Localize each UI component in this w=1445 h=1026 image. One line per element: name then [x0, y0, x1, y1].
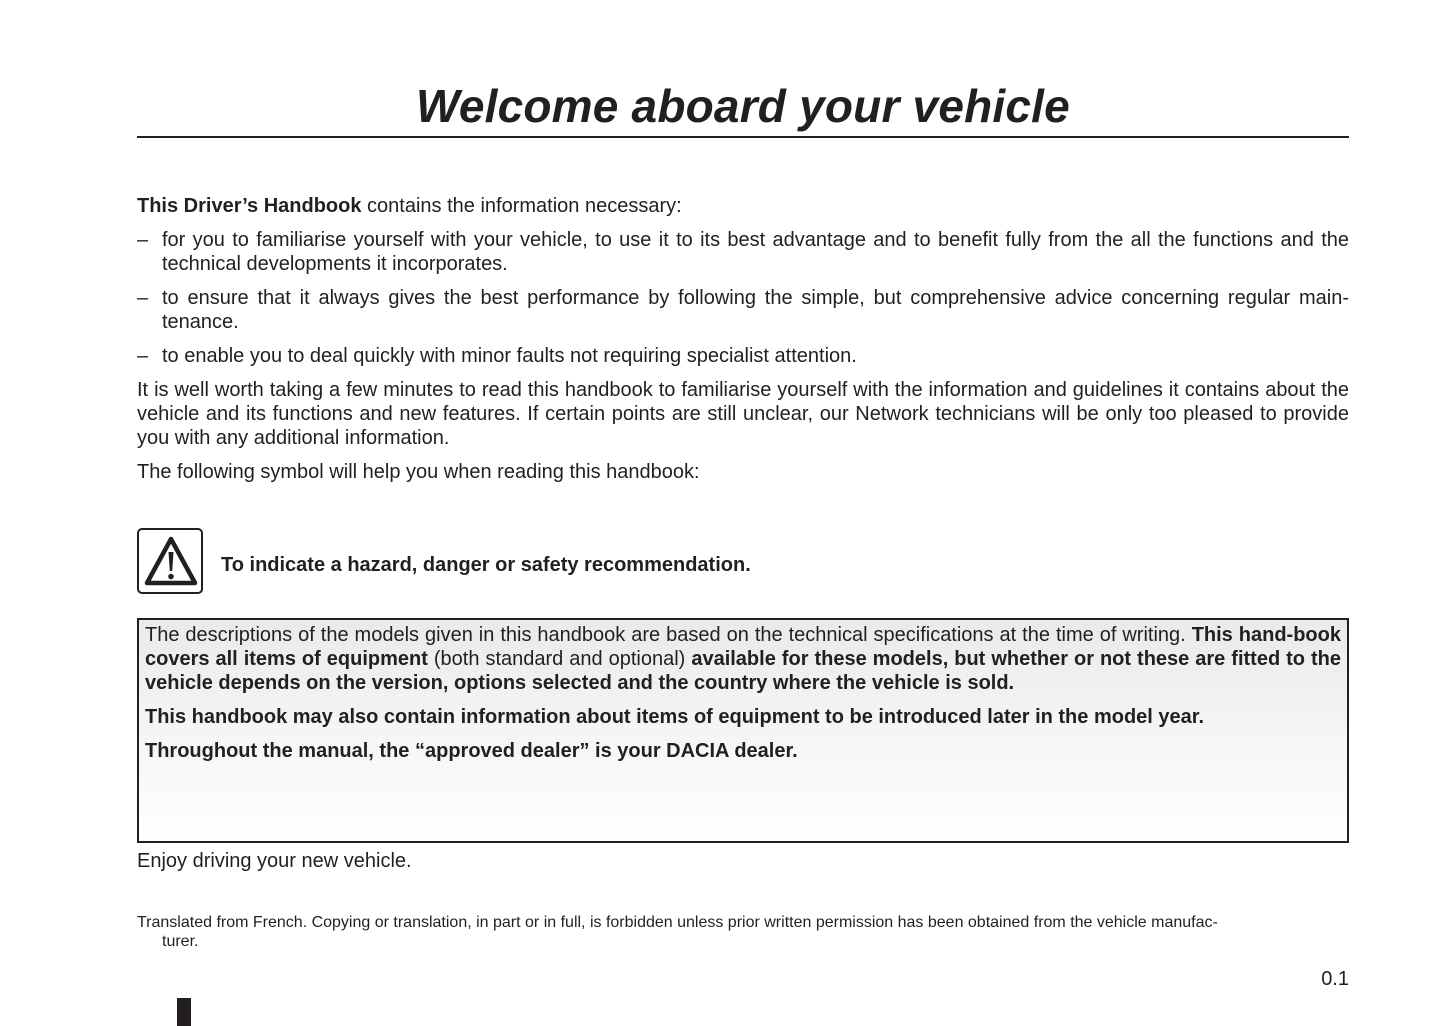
closing-text: Enjoy driving your new vehicle. — [137, 850, 412, 872]
notice-text: (both standard and optional) — [427, 648, 692, 670]
notice-text: The descriptions of the models given in this handbook are based on the technical specifications at the time of writing. — [145, 624, 1192, 646]
list-item: – to ensure that it always gives the best performance by following the simple, but comprehensive advice concerning regular main-tenance. — [137, 286, 1349, 334]
symbol-description: To indicate a hazard, danger or safety recommendation. — [221, 554, 751, 576]
list-item: – for you to familiarise yourself with your vehicle, to use it to its best advantage and to benefit fully from the all the functions and the technical developments it incorporates. — [137, 228, 1349, 276]
symbol-legend — [137, 528, 1349, 598]
footnote — [137, 913, 1349, 951]
notice-paragraph-1 — [145, 623, 1341, 695]
page-number: 0.1 — [1321, 968, 1349, 990]
intro-section — [137, 194, 1349, 494]
notice-paragraph-3 — [145, 739, 1341, 763]
notice-paragraph-2 — [145, 705, 1341, 729]
notice-text-bold: Throughout the manual, the “approved dealer” is your DACIA dealer. — [145, 740, 798, 762]
list-item: – to enable you to deal quickly with minor faults not requiring specialist attention. — [137, 344, 1349, 368]
notice-box — [137, 618, 1349, 843]
notice-text-bold: This handbook may also contain information about items of equipment to be introduced later in the model year. — [145, 706, 1205, 728]
notice-text-bold: This hand-book covers all items of equipment — [145, 624, 1341, 670]
notice-text-bold: available for these models, but whether or not these are fitted to the vehicle depends on the version, options selected and the country where the vehicle is sold. — [145, 648, 1341, 694]
page-title: Welcome aboard your vehicle — [416, 80, 1070, 132]
intro-paragraph: It is well worth taking a few minutes to read this handbook to familiarise yourself with the information and guidelines it contains about the vehicle and its functions and new features. If certain points are still unclear, our Network technicians will be only too pleased to provide you with any additional information. — [137, 379, 1349, 449]
footnote-line-2: turer. — [162, 933, 199, 950]
footnote-line-1: Translated from French. Copying or translation, in part or in full, is forbidden unless prior written permission has been obtained from the vehicle manufac- — [137, 914, 1218, 931]
page-edge-marker — [177, 998, 191, 1026]
warning-triangle-icon — [137, 528, 203, 594]
intro-lead-text: contains the information necessary: — [361, 195, 682, 217]
title-divider — [137, 136, 1349, 138]
intro-lead — [137, 194, 1349, 218]
intro-lead-bold: This Driver’s Handbook — [137, 195, 362, 217]
intro-list — [137, 228, 1349, 368]
symbol-intro: The following symbol will help you when reading this handbook: — [137, 461, 700, 483]
